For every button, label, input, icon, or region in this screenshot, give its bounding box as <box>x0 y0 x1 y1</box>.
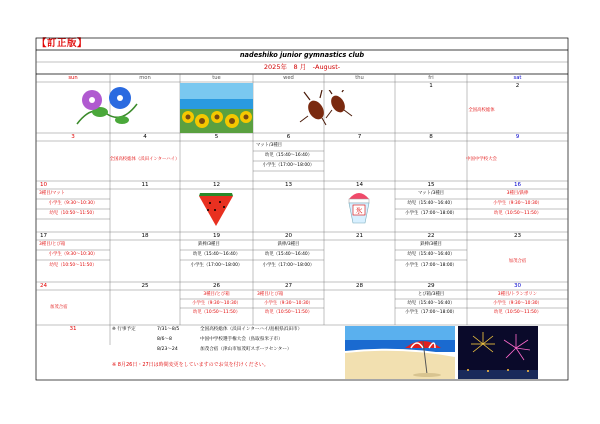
wed27-event: 3種目/とび箱 <box>257 292 284 297</box>
tue26-elementary: 小学生（9:30〜10:30） <box>192 301 241 306</box>
sun17-event: 3種目/とび箱 <box>39 242 66 247</box>
note-2-date: 8/6〜8 <box>157 337 172 342</box>
sat30-toddler: 幼児（10:50〜11:50） <box>493 310 542 315</box>
fri22-event: 鉄棒/3種目 <box>420 242 442 247</box>
date-14: 14 <box>355 182 364 188</box>
date-1: 1 <box>429 83 433 89</box>
sat16-event: 3種目/鉄棒 <box>506 191 529 196</box>
time-change-warning: ※ 8月26日・27日は時間変更をしていますのでお気を付けください。 <box>112 362 269 368</box>
fri29-toddler: 幼児（15:40〜16:40） <box>407 301 455 306</box>
tue26-event: 3種目/とび箱 <box>203 292 230 297</box>
event-interhigh: 全国高校総体（浜田インターハイ） <box>109 157 180 162</box>
date-3: 3 <box>71 134 75 140</box>
note-3-text: 加茂合宿（津山市加茂町スポーツセンター） <box>200 347 292 352</box>
date-13: 13 <box>284 182 293 188</box>
revision-tag: 【訂正版】 <box>37 38 88 49</box>
weekday-thu: thu <box>355 75 364 81</box>
fri29-elementary: 小学生（17:00〜18:00） <box>405 310 457 315</box>
sat23-kamo-camp: 加茂合宿 <box>508 259 527 264</box>
note-3-date: 8/23〜24 <box>157 347 178 352</box>
date-27: 27 <box>284 283 293 289</box>
date-9: 9 <box>515 134 520 140</box>
tue19-event: 鉄棒/3種目 <box>198 242 220 247</box>
date-19: 19 <box>212 233 221 239</box>
weekday-sat: sat <box>513 75 522 81</box>
fri15-event: マット/3種目 <box>417 191 445 196</box>
beach-umbrella-icon <box>345 326 455 379</box>
fri22-toddler: 幼児（15:40〜16:40） <box>407 252 455 257</box>
sat30-elementary: 小学生（9:30〜10:30） <box>493 301 542 306</box>
date-4: 4 <box>143 134 147 140</box>
fri15-toddler: 幼児（15:40〜16:40） <box>407 201 455 206</box>
fri22-elementary: 小学生（17:00〜18:00） <box>405 263 457 268</box>
date-11: 11 <box>141 182 149 188</box>
sunflower-beach-icon <box>180 83 253 133</box>
weekday-tue: tue <box>212 75 221 81</box>
wed6-event: マット/3種目 <box>256 143 283 148</box>
sun24-kamo-camp: 加茂合宿 <box>50 305 68 310</box>
note-2-text: 中国中学校選手権大会（鳥取県米子市） <box>200 337 283 342</box>
notes-title: ※ 行事予定 <box>112 327 136 332</box>
date-31: 31 <box>69 326 77 332</box>
sun10-event: 3種目/マット <box>39 191 66 196</box>
sun10-elementary: 小学生（9:30〜10:30） <box>48 201 98 206</box>
fireworks-icon <box>458 326 538 379</box>
date-15: 15 <box>427 182 435 188</box>
svg-text:氷: 氷 <box>355 207 363 215</box>
date-8: 8 <box>429 134 433 140</box>
date-21: 21 <box>355 233 364 239</box>
watermelon-icon <box>196 190 236 228</box>
date-12: 12 <box>212 182 221 188</box>
tue26-toddler: 幼児（10:50〜11:50） <box>192 310 241 315</box>
wed6-elementary: 小学生（17:00〜18:00） <box>262 163 315 168</box>
date-5: 5 <box>214 134 219 140</box>
date-7: 7 <box>357 134 362 140</box>
sun17-toddler: 幼児（10:50〜11:50） <box>49 263 97 268</box>
date-23: 23 <box>513 233 522 239</box>
wed20-toddler: 幼児（15:40〜16:40） <box>264 252 313 257</box>
weekday-wed: wed <box>283 75 294 81</box>
event-national-highschool: 全国高校総体 <box>468 108 495 113</box>
event-chugoku-jhs: 中国中学校大会 <box>466 157 497 162</box>
sun10-toddler: 幼児（10:50〜11:50） <box>49 211 97 216</box>
date-22: 22 <box>427 233 435 239</box>
date-2: 2 <box>515 83 520 89</box>
date-24: 24 <box>40 283 48 289</box>
sun17-elementary: 小学生（9:30〜10:30） <box>48 252 98 257</box>
date-16: 16 <box>513 182 522 188</box>
stag-beetle-icon <box>296 90 356 126</box>
sat16-elementary: 小学生（9:30〜10:30） <box>493 201 542 206</box>
morning-glory-icon <box>72 84 142 130</box>
tue19-elementary: 小学生（17:00〜18:00） <box>190 263 243 268</box>
date-10: 10 <box>40 182 48 188</box>
weekday-mon: mon <box>139 75 151 81</box>
wed20-elementary: 小学生（17:00〜18:00） <box>262 263 315 268</box>
club-name: nadeshiko junior gymnastics club <box>239 51 365 59</box>
fri15-elementary: 小学生（17:00〜18:00） <box>405 211 457 216</box>
date-30: 30 <box>513 283 522 289</box>
date-6: 6 <box>286 134 291 140</box>
shaved-ice-icon <box>343 189 375 229</box>
date-29: 29 <box>427 283 435 289</box>
sat30-event: 3種目/トランポリン <box>497 292 538 297</box>
note-1-date: 7/31〜8/5 <box>157 327 180 332</box>
weekday-fri: fri <box>428 75 434 81</box>
weekday-sun: sun <box>68 75 78 81</box>
fri29-event: とび箱/3種目 <box>417 292 445 297</box>
wed20-event: 鉄棒/3種目 <box>277 242 300 247</box>
date-18: 18 <box>141 233 149 239</box>
date-25: 25 <box>141 283 149 289</box>
note-1-text: 全国高校総体（浜田インターハイ/島根県浜田市） <box>200 327 303 332</box>
wed6-toddler: 幼児（15:40〜16:40） <box>264 153 313 158</box>
date-20: 20 <box>284 233 293 239</box>
month-title: 2025年 8 月 -August- <box>263 63 341 71</box>
date-28: 28 <box>355 283 364 289</box>
date-26: 26 <box>212 283 221 289</box>
wed27-toddler: 幼児（10:50〜11:50） <box>264 310 313 315</box>
date-17: 17 <box>40 233 48 239</box>
wed27-elementary: 小学生（9:30〜10:30） <box>264 301 313 306</box>
tue19-toddler: 幼児（15:40〜16:40） <box>192 252 241 257</box>
sat16-toddler: 幼児（10:50〜11:50） <box>493 211 542 216</box>
